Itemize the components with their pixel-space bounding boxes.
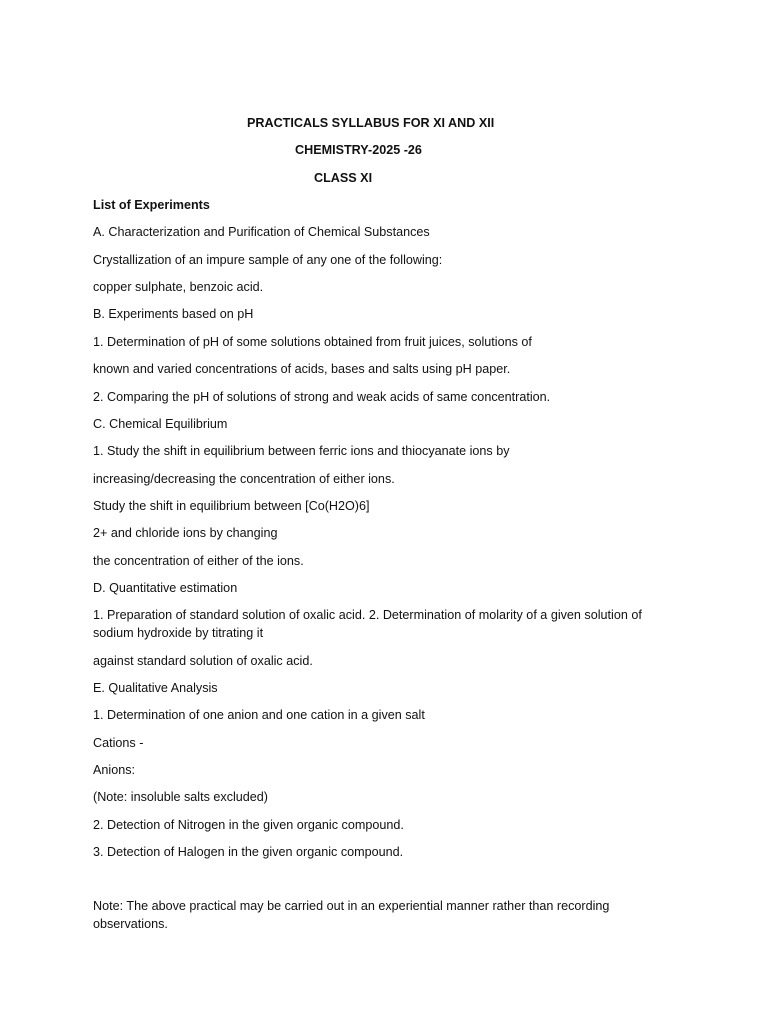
quantitative-estimation-line-1: 1. Preparation of standard solution of oxalic acid. 2. Determination of molarity of a given solution of sodium hydroxide by titrating it (93, 608, 642, 640)
list-heading: List of Experiments (93, 198, 210, 212)
ph-experiment-1-line-2: known and varied concentrations of acids, bases and salts using pH paper. (93, 362, 511, 376)
section-b-heading: B. Experiments based on pH (93, 307, 254, 321)
ph-experiment-1-line-1: 1. Determination of pH of some solutions obtained from fruit juices, solutions of (93, 335, 532, 349)
document-class: CLASS XI (314, 171, 373, 185)
section-a-heading: A. Characterization and Purification of Chemical Substances (93, 225, 430, 239)
section-d-heading: D. Quantitative estimation (93, 581, 238, 595)
crystallization-options: copper sulphate, benzoic acid. (93, 280, 264, 294)
section-e-heading: E. Qualitative Analysis (93, 681, 218, 695)
cations-label: Cations - (93, 736, 144, 750)
equilibrium-1-line-1: 1. Study the shift in equilibrium between ferric ions and thiocyanate ions by (93, 444, 510, 458)
document-subject: CHEMISTRY-2025 -26 (295, 143, 422, 157)
document-title: PRACTICALS SYLLABUS FOR XI AND XII (247, 116, 495, 130)
crystallization-line: Crystallization of an impure sample of any one of the following: (93, 253, 443, 267)
equilibrium-2-line-2: 2+ and chloride ions by changing (93, 526, 278, 540)
section-c-heading: C. Chemical Equilibrium (93, 417, 228, 431)
ph-experiment-2: 2. Comparing the pH of solutions of strong and weak acids of same concentration. (93, 390, 551, 404)
halogen-detection: 3. Detection of Halogen in the given organic compound. (93, 845, 404, 859)
anions-label: Anions: (93, 763, 136, 777)
qualitative-analysis-1: 1. Determination of one anion and one cation in a given salt (93, 708, 425, 722)
experiential-note: Note: The above practical may be carried out in an experiential manner rather than recording observations. (93, 899, 610, 931)
equilibrium-1-line-2: increasing/decreasing the concentration of either ions. (93, 472, 395, 486)
nitrogen-detection: 2. Detection of Nitrogen in the given organic compound. (93, 818, 404, 832)
equilibrium-2-line-1: Study the shift in equilibrium between [Co(H2O)6] (93, 499, 370, 513)
equilibrium-2-line-3: the concentration of either of the ions. (93, 554, 304, 568)
quantitative-estimation-line-2: against standard solution of oxalic acid. (93, 654, 313, 668)
insoluble-salts-note: (Note: insoluble salts excluded) (93, 790, 269, 804)
